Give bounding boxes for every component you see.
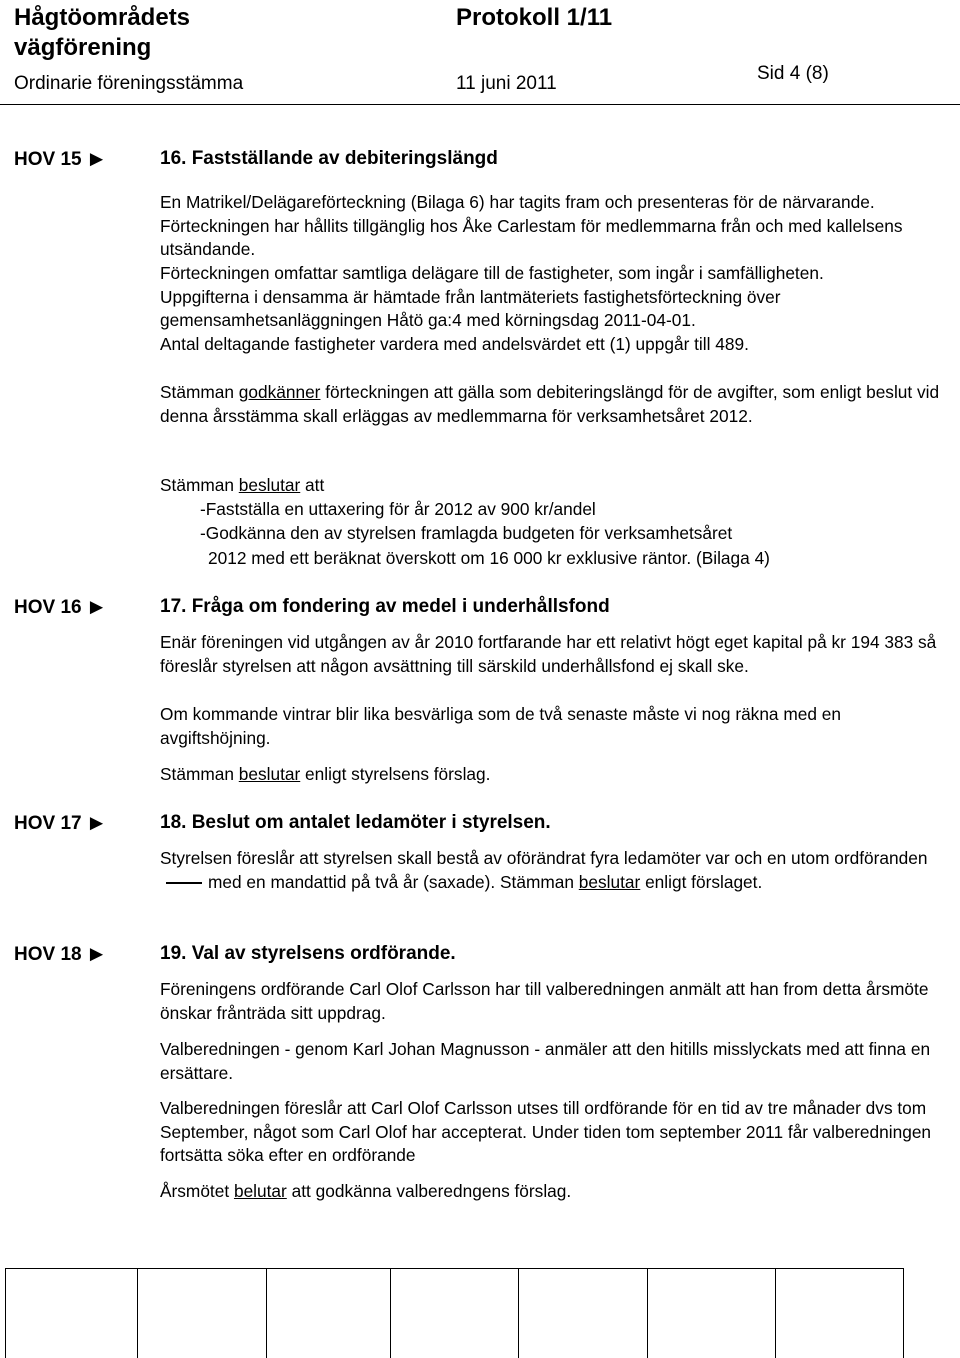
signature-box: [5, 1268, 904, 1358]
signature-cell-divider: [390, 1269, 391, 1358]
section-16-line-scope: Förteckningen omfattar samtliga delägare till de fastigheter, som ingår i samfälligheten.: [160, 263, 824, 283]
meeting-date: 11 juni 2011: [456, 73, 557, 94]
section-16-paragraph-3: Stämman godkänner förteckningen att gälla som debiteringslängd för de avgifter, som enligt beslut vid denna årsstämma skall erläggas av medlemmarna för verksamhetsåret 2012.: [160, 382, 940, 426]
decision-item-2-cont: 2012 med ett beräknat överskott om 16 000 kr exklusive räntor. (Bilaga 4): [208, 548, 770, 568]
decision-item-2: -Godkänna den av styrelsen framlagda budgeten för verksamhetsåret: [200, 523, 733, 543]
section-17-decision: Stämman beslutar enligt styrelsens förslag.: [160, 764, 491, 784]
section-16-paragraph-1: En Matrikel/Delägareförteckning (Bilaga 6) har tagits fram och presenteras för de närvarande. Förteckningen har hållits tillgänglig hos Åke Carlestam för medlemmarna från och med kallelsens utsändande.: [160, 192, 903, 259]
decision-item-1: -Fastställa en uttaxering för år 2012 av 900 kr/andel: [200, 499, 596, 519]
right-pointing-triangle-icon: ►: [85, 941, 108, 966]
section-19-decision: Årsmötet belutar att godkänna valberedngens förslag.: [160, 1181, 572, 1201]
meeting-type: Ordinarie föreningsstämma: [14, 73, 244, 94]
signature-cell-divider: [266, 1269, 267, 1358]
signature-cell-divider: [137, 1269, 138, 1358]
page-indicator: Sid 4 (8): [757, 63, 829, 84]
section-17-paragraph-2: Om kommande vintrar blir lika besvärliga som de två senaste måste vi nog räkna med en avgiftshöjning.: [160, 704, 841, 748]
protocol-number: Protokoll 1/11: [456, 4, 613, 31]
section-18-paragraph-1: Styrelsen föreslår att styrelsen skall bestå av oförändrat fyra ledamöter var och en utom ordförandenmed en mandattid på två år (saxade). Stämman beslutar enligt förslaget.: [160, 848, 928, 892]
section-16-paragraph-2: [160, 262, 955, 356]
section-16-line-count: Antal deltagande fastigheter vardera med andelsvärdet ett (1) uppgår till 489.: [160, 333, 749, 354]
dash-line: [166, 882, 202, 884]
section-19-paragraph-1: Föreningens ordförande Carl Olof Carlsson har till valberedningen anmält att han from detta årsmöte önskar frånträda sitt uppdrag.: [160, 979, 929, 1023]
right-pointing-triangle-icon: ►: [85, 810, 108, 835]
right-pointing-triangle-icon: ►: [85, 146, 108, 171]
section-19-paragraph-2: Valberedningen - genom Karl Johan Magnusson - anmäler att den hitills misslyckats med att finna en ersättare.: [160, 1039, 931, 1083]
section-17-paragraph-1: Enär föreningen vid utgången av år 2010 fortfarande har ett relativt högt eget kapital på kr 194 383 så föreslår styrelsen att någon avsättning till särskild underhållsfond ej skall ske.: [160, 632, 937, 676]
org-name-line2: vägförening: [14, 34, 152, 61]
section-17-title: 17. Fråga om fondering av medel i underhållsfond: [160, 596, 610, 617]
hov-15-label: HOV 15 ►: [14, 146, 108, 171]
hov-17-label: HOV 17 ►: [14, 810, 108, 835]
signature-cell-divider: [775, 1269, 776, 1358]
section-19-paragraph-3: Valberedningen föreslår att Carl Olof Carlsson utses till ordförande för en tid av tre månader dvs tom September, något som Carl Olof har accepterat. Under tiden tom september 2011 får valberedningen fortsätta söka efter en ordförande: [160, 1098, 932, 1165]
right-pointing-triangle-icon: ►: [85, 594, 108, 619]
section-19-title: 19. Val av styrelsens ordförande.: [160, 943, 456, 964]
section-18-title: 18. Beslut om antalet ledamöter i styrelsen.: [160, 812, 551, 833]
section-16-line-source: Uppgifterna i densamma är hämtade från lantmäteriets fastighetsförteckning över gemensamhetsanläggningen Håtö ga:4 med körningsdag 2011-04-01.: [160, 286, 781, 330]
hov-16-label: HOV 16 ►: [14, 594, 108, 619]
signature-cell-divider: [518, 1269, 519, 1358]
signature-cell-divider: [647, 1269, 648, 1358]
hov-18-label: HOV 18 ►: [14, 941, 108, 966]
section-16-decision-intro: Stämman beslutar att: [160, 475, 325, 495]
header-divider: [0, 104, 960, 105]
org-name-line1: Hågtöområdets: [14, 4, 191, 31]
section-16-title: 16. Fastställande av debiteringslängd: [160, 148, 498, 169]
